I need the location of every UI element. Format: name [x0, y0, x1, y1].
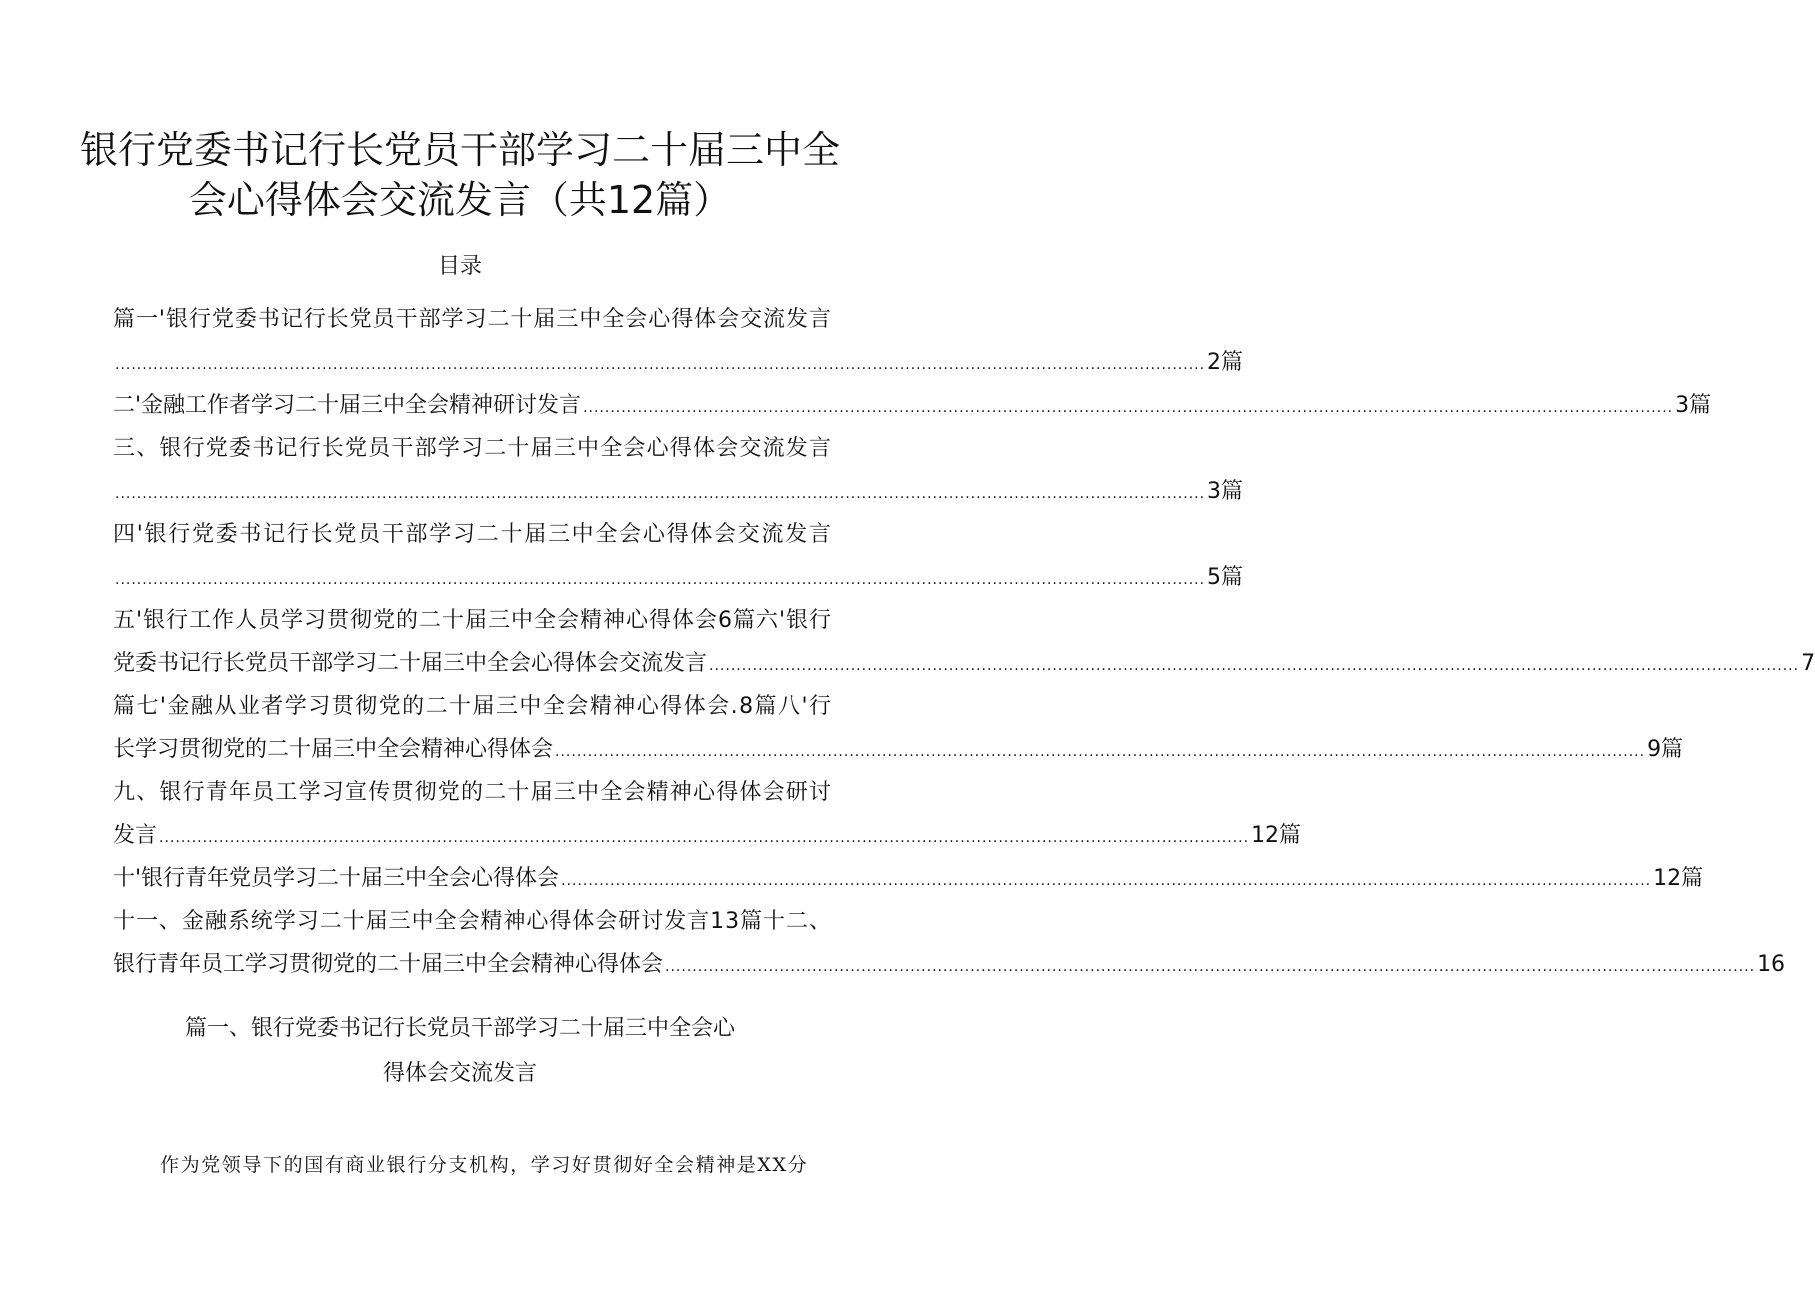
toc-entry-page: 2篇	[1207, 350, 1244, 375]
toc-entry	[113, 305, 831, 335]
toc-entry-text: 发言	[113, 823, 158, 848]
toc-entry	[113, 391, 1712, 423]
toc-entry-text: 十一、金融系统学习二十届三中全会精神心得体会研讨发言13篇十二、	[113, 909, 832, 934]
toc-entry	[113, 692, 831, 722]
toc-entry-page: 16	[1757, 952, 1786, 977]
section-title-line-1: 篇一、银行党委书记行长党员干部学习二十届三中全会心	[184, 1016, 735, 1041]
toc-dot-leader: ........................................................................................................................................................................................................	[583, 400, 1674, 416]
section-title-line-2: 得体会交流发言	[382, 1061, 537, 1086]
document-title-line-2: 会心得体会交流发言（共12篇）	[188, 178, 732, 222]
toc-entry-text: 党委书记行长党员干部学习二十届三中全会心得体会交流发言	[113, 651, 708, 676]
toc-dot-leader: ........................................................................................................................................................................................................	[115, 486, 1206, 502]
toc-entry	[113, 649, 1815, 681]
toc-dot-leader: ........................................................................................................................................................................................................	[159, 830, 1250, 846]
body-paragraph: 作为党领导下的国有商业银行分支机构，学习好贯彻好全会精神是XX分	[160, 1154, 809, 1176]
toc-entry-text: 银行青年员工学习贯彻党的二十届三中全会精神心得体会	[113, 952, 664, 977]
toc-entry-page: 5篇	[1207, 565, 1244, 590]
toc-entry	[113, 434, 831, 464]
toc-entry-text: 四'银行党委书记行长党员干部学习二十届三中全会心得体会交流发言	[113, 522, 833, 547]
toc-entry-page: 7	[1801, 651, 1815, 676]
toc-entry	[113, 563, 1244, 595]
toc-entry-text: 十'银行青年党员学习二十届三中全会心得体会	[113, 866, 560, 891]
toc-entry	[113, 606, 831, 636]
toc-entry-page: 12篇	[1251, 823, 1302, 848]
toc-entry-page: 9篇	[1647, 737, 1684, 762]
toc-entry-text: 二'金融工作者学习二十届三中全会精神研讨发言	[113, 393, 582, 418]
toc-dot-leader: ........................................................................................................................................................................................................	[561, 873, 1652, 889]
toc-heading: 目录	[437, 254, 482, 279]
toc-entry-page: 3篇	[1675, 393, 1712, 418]
toc-entry-page: 3篇	[1207, 479, 1244, 504]
toc-entry	[113, 520, 831, 550]
toc-entry	[113, 950, 1786, 982]
toc-dot-leader: ........................................................................................................................................................................................................	[115, 572, 1206, 588]
document-title-line-1: 银行党委书记行长党员干部学习二十届三中全	[79, 128, 840, 172]
toc-entry-text: 九、银行青年员工学习宣传贯彻党的二十届三中全会精神心得体会研讨	[113, 780, 833, 805]
toc-entry-text: 篇七'金融从业者学习贯彻党的二十届三中全会精神心得体会.8篇八'行	[113, 694, 833, 719]
toc-entry	[113, 348, 1244, 380]
toc-entry-page: 12篇	[1653, 866, 1704, 891]
toc-entry-text: 五'银行工作人员学习贯彻党的二十届三中全会精神心得体会6篇六'银行	[113, 608, 832, 633]
toc-dot-leader: ........................................................................................................................................................................................................	[555, 744, 1646, 760]
toc-dot-leader: ........................................................................................................................................................................................................	[709, 658, 1800, 674]
toc-entry	[113, 821, 1302, 853]
toc-entry	[113, 477, 1244, 509]
toc-entry-text: 三、银行党委书记行长党员干部学习二十届三中全会心得体会交流发言	[113, 436, 833, 461]
toc-entry-text: 长学习贯彻党的二十届三中全会精神心得体会	[113, 737, 554, 762]
toc-entry-text: 篇一'银行党委书记行长党员干部学习二十届三中全会心得体会交流发言	[113, 307, 832, 332]
toc-entry	[113, 907, 831, 937]
toc-dot-leader: ........................................................................................................................................................................................................	[115, 357, 1206, 373]
toc-entry	[113, 778, 831, 808]
toc-dot-leader: ........................................................................................................................................................................................................	[665, 959, 1756, 975]
toc-entry	[113, 735, 1684, 767]
toc-entry	[113, 864, 1704, 896]
